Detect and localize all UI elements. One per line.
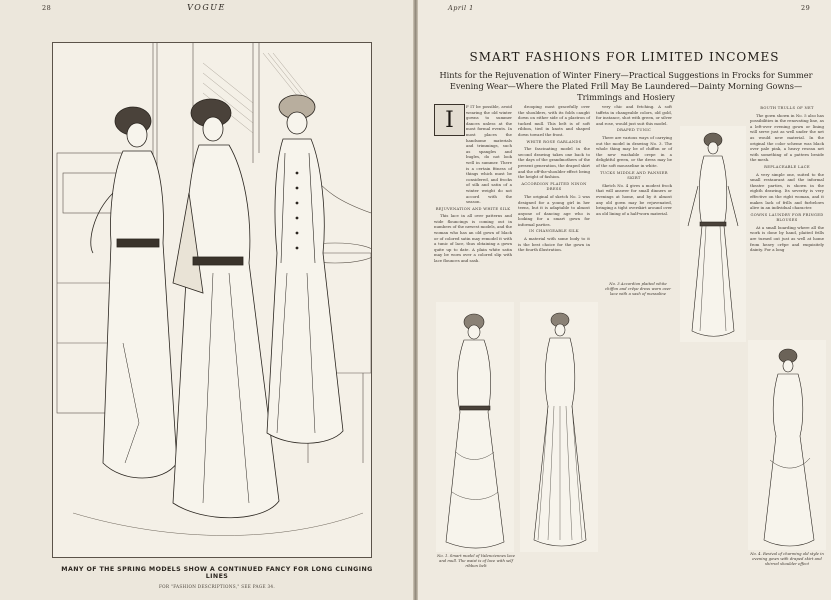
col2-heading-3: IN CHANGEABLE SILK — [529, 229, 579, 234]
left-page — [0, 0, 413, 600]
gown-no3-drawing — [680, 126, 746, 342]
col4-heading-1: BOUTH TRULLS OF NET — [760, 106, 814, 110]
col1-body: This lace in all over patterns and wide flouncings is coming out in numbers of the newest models, and the woman who has an old gown of black or of colored satin may remodel it with a tunic of lace, thus obtaining a gown quite up to date. A plain white satin may be worn over a colored slip with lace flounces and sash. — [434, 213, 512, 264]
col3-heading-2: TUCKS MIDDLE AND PANNIER SKIRT — [600, 170, 668, 181]
col2-body-2: The original of sketch No. 2 was designed for a young girl in her teens, but it is adaptable to almost anyone of dancing age who is looking for a smart gown for informal parties. — [518, 193, 590, 227]
gown-figure-no1 — [436, 302, 514, 552]
fashion-illustration — [52, 42, 372, 558]
masthead: VOGUE — [187, 3, 226, 12]
gown-figure-no3 — [680, 126, 746, 342]
illustration-caption: MANY OF THE SPRING MODELS SHOW A CONTINUED FANCY FOR LONG CLINGING LINES — [61, 566, 373, 580]
gown-figure-accordion — [520, 302, 598, 552]
col1-intro: F IT be possible, avoid wearing the old winter gowns to summer dances unless at the most formal events. In most places the handsome materials and trimmings, such as spangles and bugles, do not look well in summer. There is a certain fitness of things which must be considered, and frocks of silk and satin of a winter weight do not accord with the season. — [466, 104, 512, 205]
gown-no4-drawing — [748, 340, 826, 550]
figure-caption-no4: No. 4. Revival of charming old style in evening gown with draped skirt and shirred shoulder effect — [750, 551, 824, 566]
column-3 — [596, 104, 672, 364]
col3-heading-1: DRAPED TUNIC — [616, 128, 652, 133]
gown-figure-no4 — [748, 340, 826, 550]
col4-body-1: The gown shown in No. 5 also has possibilities in the renovating line, as a left-over evening gown or lining will serve just as well under the net as would new material. In the original the color scheme was black over pale pink, a heavy reseau net with something of a pattern beside the mesh. — [750, 112, 824, 163]
figure-caption-no3: No. 3 Accordion plaited white chiffon and crêpe dress worn over lace with a sash of messaline — [605, 281, 671, 296]
figure-caption-no1: No. 1. Smart model of Valenciennes lace and mull. The waist is of lace with self ribbon belt — [437, 553, 515, 568]
gown-accordion-drawing — [520, 302, 598, 552]
col3-body-2: Sketch No. 4 gives a modest frock that will answer for small dinners or evenings at home, and by it almost any old gown may be rejuvenated, bringing a tight overskirt around over an old lining of a half-worn material. — [596, 182, 672, 216]
gown-no1-drawing — [436, 302, 514, 552]
col4-heading-3: GOWNS LAUNDRY FOR FRINGED BLOUSES — [750, 212, 824, 223]
col4-heading-2: REPLACEABLE LACE — [764, 164, 810, 169]
right-page-number: 29 — [801, 4, 811, 12]
left-page-number: 28 — [42, 4, 52, 12]
three-gowns-illustration — [53, 43, 371, 557]
column-4 — [750, 104, 824, 334]
col1-heading: REJUVENATION AND WHITE SILK — [435, 206, 511, 211]
col2-heading-2: ACCORDION PLAITED NINON DRESS — [521, 181, 587, 192]
col4-body-3: At a small boarding where all the work is done by hand, plaited frills are turned out just as well at home from heavy crêpe and exquisitely dainty. For a long — [750, 224, 824, 253]
article-title: SMART FASHIONS FOR LIMITED INCOMES — [469, 50, 780, 64]
footnote: FOR "FASHION DESCRIPTIONS," SEE PAGE 34. — [158, 584, 276, 589]
col3-body-1: There are various ways of carrying out the model in drawing No. 3. The whole thing may be of chiffon or of the new washable crepe in a delightful green, or the dress may be of the soft mousseline in white. — [596, 134, 672, 168]
drop-cap: I — [434, 104, 465, 136]
col4-body-2: A very simple one, suited to the small restaurant and the informal theatre parties, is shown in the eighth drawing. Its severity is very effective on the right woman, and it makes lack of frills and furbelows alive in an individual character. — [750, 171, 824, 211]
issue-date: April 1 — [448, 4, 474, 12]
col2-heading-1: WHITE ROSE GARLANDS — [526, 139, 582, 144]
col2-intro: drooping most gracefully over the shoulders, with its folds caught down on either side of a plastron of tucked mull. This belt is of soft ribbon, tied in knots and shaped down toward the front. — [518, 104, 590, 137]
right-page — [418, 0, 831, 600]
article-subtitle: Hints for the Rejuvenation of Winter Finery—Practical Suggestions in Frocks for Summer Evening Wear—Where the Plated Frill May Be Laundered—Dainty Morning Gowns—Trimmings and Hosiery — [439, 70, 813, 102]
col2-body-1: The fascinating model in the second drawing takes one back to the days of the grandmothers of the present generation, the draped skirt and the off-the-shoulder effect being the height of fashion. — [518, 146, 590, 180]
col3-intro: very chic and fetching. A soft taffeta in changeable colors, old gold, for instance, shot with green, or silver and rose, would just suit this model. — [596, 104, 672, 126]
col2-body-3: A material with some body to it is the best choice for the gown in the fourth illustration. — [518, 236, 590, 253]
